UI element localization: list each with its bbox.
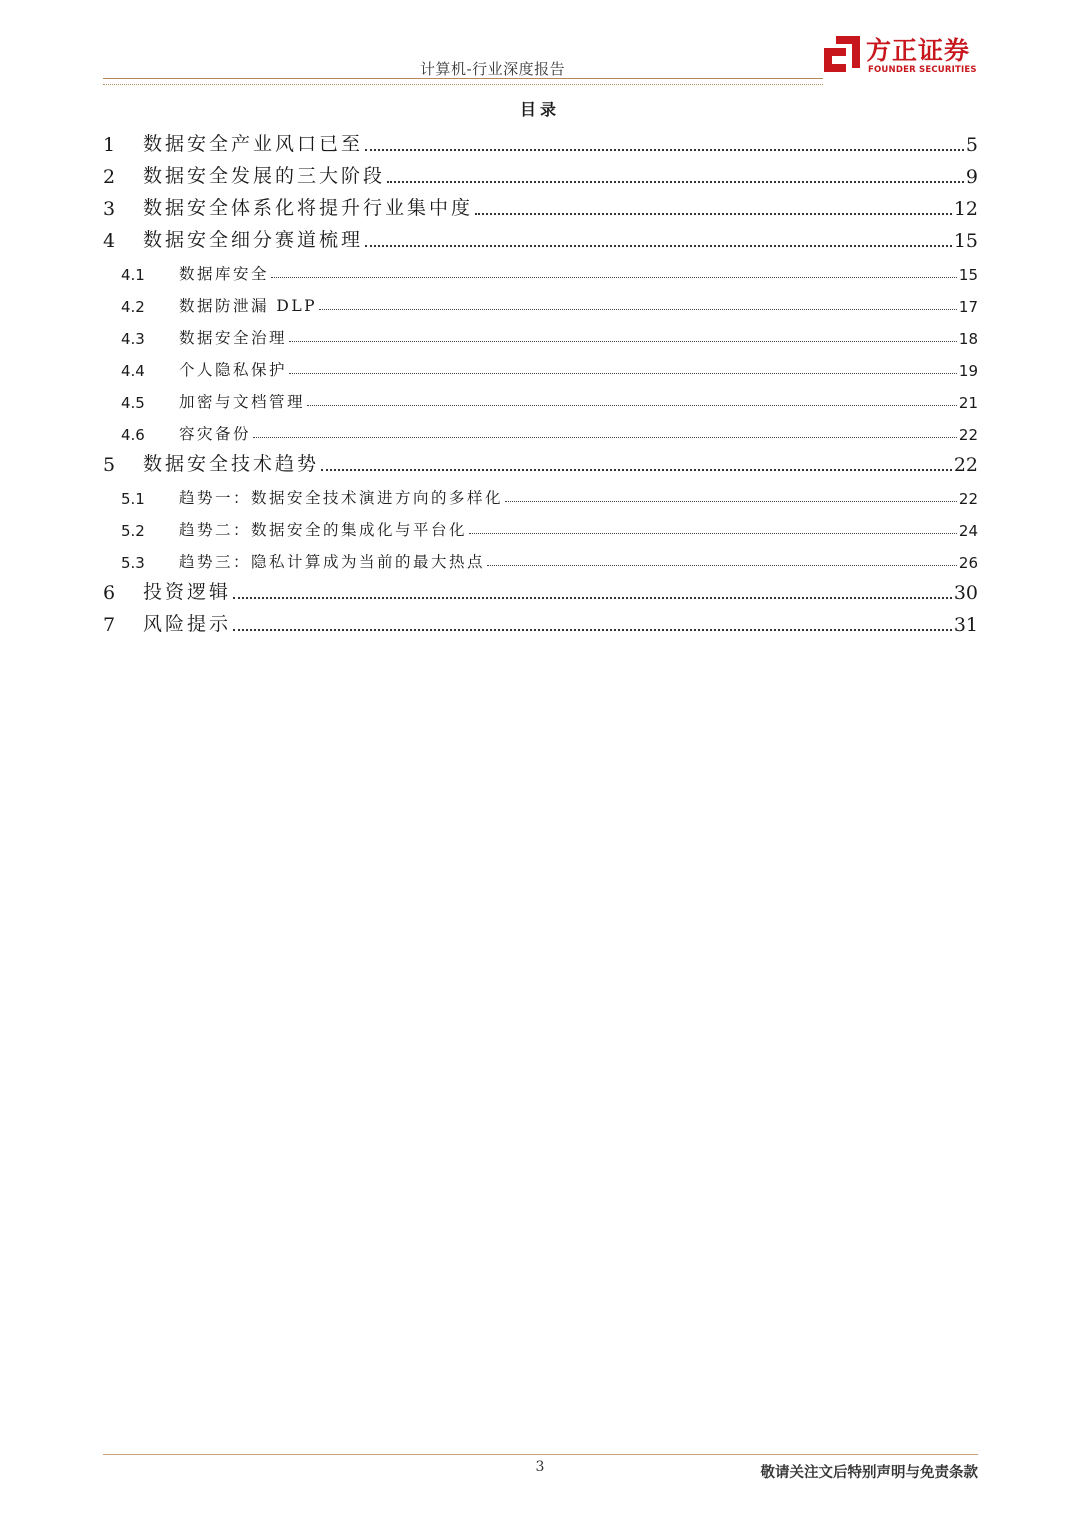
toc-entry-page: 17 (958, 298, 978, 316)
toc-entry-subsection[interactable] (103, 252, 978, 284)
toc-dot-leader (505, 501, 957, 502)
toc-entry-number: 5.2 (121, 522, 145, 540)
toc-entry-number: 4 (103, 230, 116, 252)
toc-entry-subsection[interactable] (103, 380, 978, 412)
toc-entry-section[interactable] (103, 572, 978, 604)
header-dotted-rule (103, 84, 823, 85)
toc-entry-section[interactable] (103, 188, 978, 220)
toc-entry-number: 4.6 (121, 426, 145, 444)
toc-entry-title: 趋势三：隐私计算成为当前的最大热点 (179, 553, 486, 571)
toc-entry-title: 容灾备份 (179, 425, 252, 443)
toc-dot-leader (475, 213, 952, 215)
toc-entry-subsection[interactable] (103, 412, 978, 444)
toc-entry-page: 18 (958, 330, 978, 348)
toc-entry-section[interactable] (103, 604, 978, 636)
toc-entry-number: 1 (103, 134, 116, 156)
toc-entry-page: 12 (953, 198, 978, 220)
toc-entry-title: 趋势一：数据安全技术演进方向的多样化 (179, 489, 504, 507)
toc-entry-page: 15 (953, 230, 978, 252)
toc-entry-page: 31 (953, 614, 978, 636)
toc-dot-leader (289, 373, 957, 374)
toc-dot-leader (319, 309, 957, 310)
toc-entry-page: 22 (958, 490, 978, 508)
toc-entry-page: 9 (965, 166, 978, 188)
founder-logo-icon (822, 34, 862, 74)
toc-dot-leader (387, 181, 964, 183)
toc-entry-page: 21 (958, 394, 978, 412)
toc-entry-title: 加密与文档管理 (179, 393, 306, 411)
toc-entry-title: 数据安全细分赛道梳理 (143, 229, 364, 251)
toc-dot-leader (307, 405, 957, 406)
toc-entry-subsection[interactable] (103, 476, 978, 508)
toc-entry-subsection[interactable] (103, 316, 978, 348)
toc-entry-section[interactable] (103, 220, 978, 252)
toc-entry-page: 5 (965, 134, 978, 156)
toc-entry-number: 2 (103, 166, 116, 188)
toc-entry-title: 数据安全产业风口已至 (143, 133, 364, 155)
toc-dot-leader (289, 341, 957, 342)
header-rule (103, 78, 823, 79)
toc-entry-page: 15 (958, 266, 978, 284)
toc-entry-number: 4.1 (121, 266, 145, 284)
toc-entry-page: 22 (953, 454, 978, 476)
toc-dot-leader (271, 277, 957, 278)
toc-entry-number: 5 (103, 454, 116, 476)
toc-entry-section[interactable] (103, 156, 978, 188)
toc-entry-title: 数据库安全 (179, 265, 270, 283)
toc-entry-number: 5.1 (121, 490, 145, 508)
toc-dot-leader (253, 437, 957, 438)
toc-entry-number: 4.3 (121, 330, 145, 348)
company-logo (822, 32, 982, 78)
toc-entry-page: 26 (958, 554, 978, 572)
logo-english-name: FOUNDER SECURITIES (868, 65, 977, 75)
toc-title: 目录 (519, 100, 560, 119)
toc-entry-title: 趋势二：数据安全的集成化与平台化 (179, 521, 468, 539)
toc-dot-leader (487, 565, 957, 566)
toc-entry-title: 个人隐私保护 (179, 361, 288, 379)
toc-entry-title: 数据安全发展的三大阶段 (143, 165, 386, 187)
logo-chinese-name: 方正证券 (866, 36, 971, 65)
toc-entry-title: 数据安全技术趋势 (143, 453, 320, 475)
report-header-title: 计算机-行业深度报告 (420, 60, 566, 78)
toc-dot-leader (365, 245, 952, 247)
toc-entry-page: 24 (958, 522, 978, 540)
toc-entry-title: 数据安全治理 (179, 329, 288, 347)
toc-entry-title: 数据防泄漏 DLP (179, 297, 318, 315)
toc-entry-number: 3 (103, 198, 116, 220)
toc-entry-page: 19 (958, 362, 978, 380)
footer-rule (103, 1454, 978, 1455)
toc-entry-subsection[interactable] (103, 348, 978, 380)
toc-entry-section[interactable] (103, 444, 978, 476)
toc-entry-title: 投资逻辑 (143, 581, 232, 603)
toc-dot-leader (233, 597, 952, 599)
toc-entry-number: 4.5 (121, 394, 145, 412)
toc-entry-title: 数据安全体系化将提升行业集中度 (143, 197, 474, 219)
toc-entry-page: 22 (958, 426, 978, 444)
toc-entry-number: 5.3 (121, 554, 145, 572)
toc-entry-number: 4.4 (121, 362, 145, 380)
toc-dot-leader (233, 629, 952, 631)
table-of-contents (103, 124, 978, 636)
toc-dot-leader (321, 469, 952, 471)
toc-entry-subsection[interactable] (103, 284, 978, 316)
toc-entry-number: 7 (103, 614, 116, 636)
toc-entry-number: 4.2 (121, 298, 145, 316)
toc-entry-subsection[interactable] (103, 540, 978, 572)
toc-entry-subsection[interactable] (103, 508, 978, 540)
footer-disclaimer: 敬请关注文后特别声明与免责条款 (760, 1465, 978, 1481)
footer-page-number: 3 (535, 1459, 545, 1475)
toc-dot-leader (365, 149, 964, 151)
toc-dot-leader (469, 533, 957, 534)
toc-entry-title: 风险提示 (143, 613, 232, 635)
toc-entry-number: 6 (103, 582, 116, 604)
toc-entry-page: 30 (953, 582, 978, 604)
toc-entry-section[interactable] (103, 124, 978, 156)
